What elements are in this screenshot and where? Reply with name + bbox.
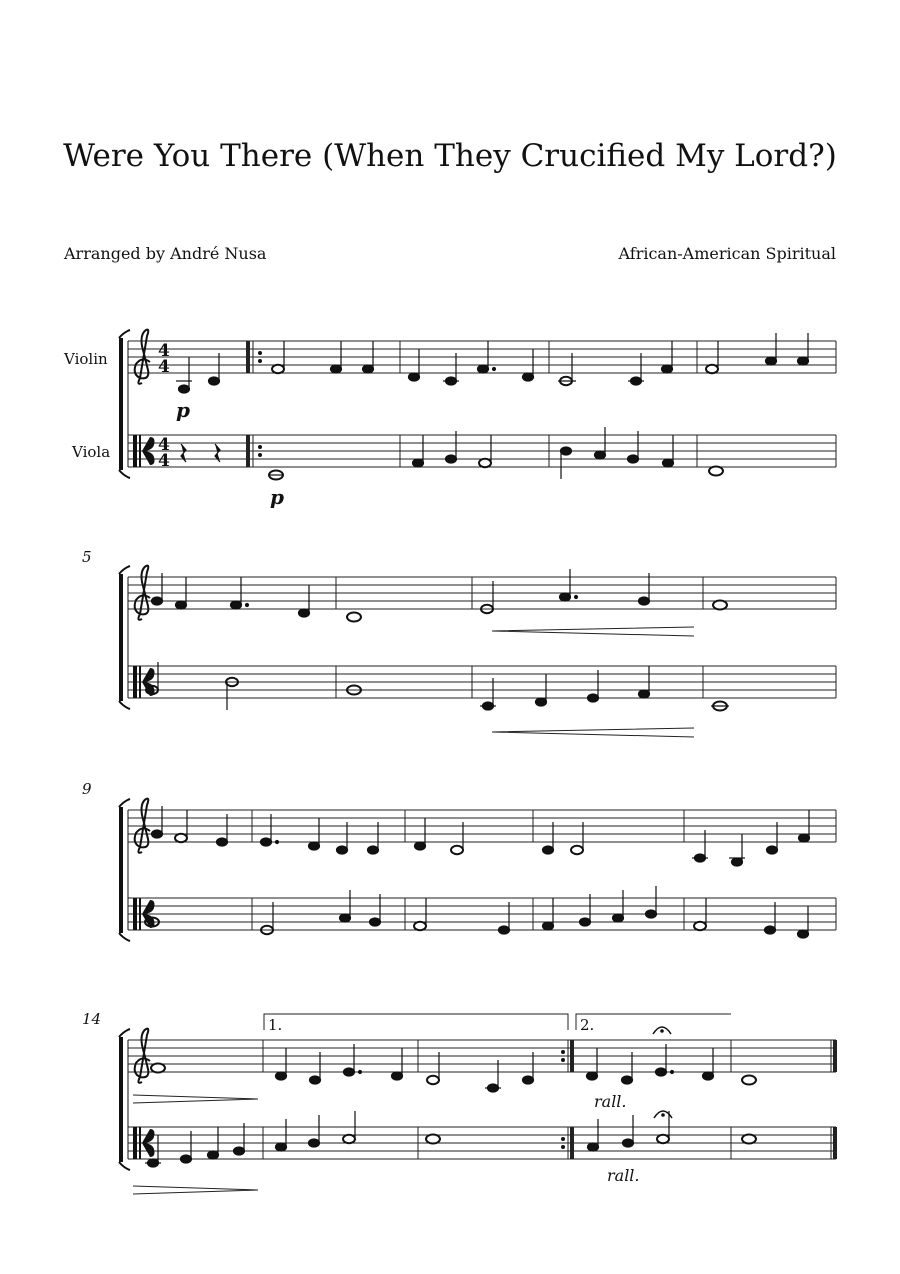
page-title: Were You There (When They Crucified My Lord?) bbox=[63, 138, 837, 174]
crescendo-hairpin bbox=[492, 627, 694, 636]
dynamic-piano-violin: p bbox=[176, 398, 190, 422]
time-sig-top: 4 bbox=[158, 341, 170, 361]
volta-first-ending: 1. bbox=[268, 1016, 283, 1034]
decrescendo-hairpin bbox=[133, 1095, 258, 1103]
volta-second-ending: 2. bbox=[580, 1016, 595, 1034]
bar-lines bbox=[248, 341, 836, 1159]
system-brackets bbox=[119, 330, 130, 1170]
time-sig-bottom: 4 bbox=[158, 451, 170, 471]
instrument-label-violin: Violin bbox=[64, 350, 108, 368]
repeat-dots bbox=[258, 351, 565, 1149]
crescendo-hairpin bbox=[492, 728, 694, 737]
rall-marking-viola: rall. bbox=[607, 1166, 640, 1185]
measure-number-9: 9 bbox=[82, 780, 92, 798]
time-signatures bbox=[158, 341, 170, 471]
time-sig-top: 4 bbox=[158, 435, 170, 455]
notes bbox=[145, 333, 810, 1167]
decrescendo-hairpin bbox=[133, 1186, 258, 1194]
time-sig-bottom: 4 bbox=[158, 357, 170, 377]
staff-system-2 bbox=[128, 577, 836, 698]
staff-system-3 bbox=[128, 810, 836, 930]
staff-system-1 bbox=[128, 341, 836, 467]
rall-marking-violin: rall. bbox=[594, 1092, 627, 1111]
dynamic-piano-viola: p bbox=[270, 485, 284, 509]
instrument-label-viola: Viola bbox=[72, 443, 111, 461]
measure-number-5: 5 bbox=[82, 548, 92, 566]
arranger-credit: Arranged by André Nusa bbox=[64, 244, 267, 263]
composer-credit: African-American Spiritual bbox=[618, 244, 836, 263]
hairpins bbox=[133, 627, 694, 1194]
measure-number-14: 14 bbox=[82, 1010, 102, 1028]
